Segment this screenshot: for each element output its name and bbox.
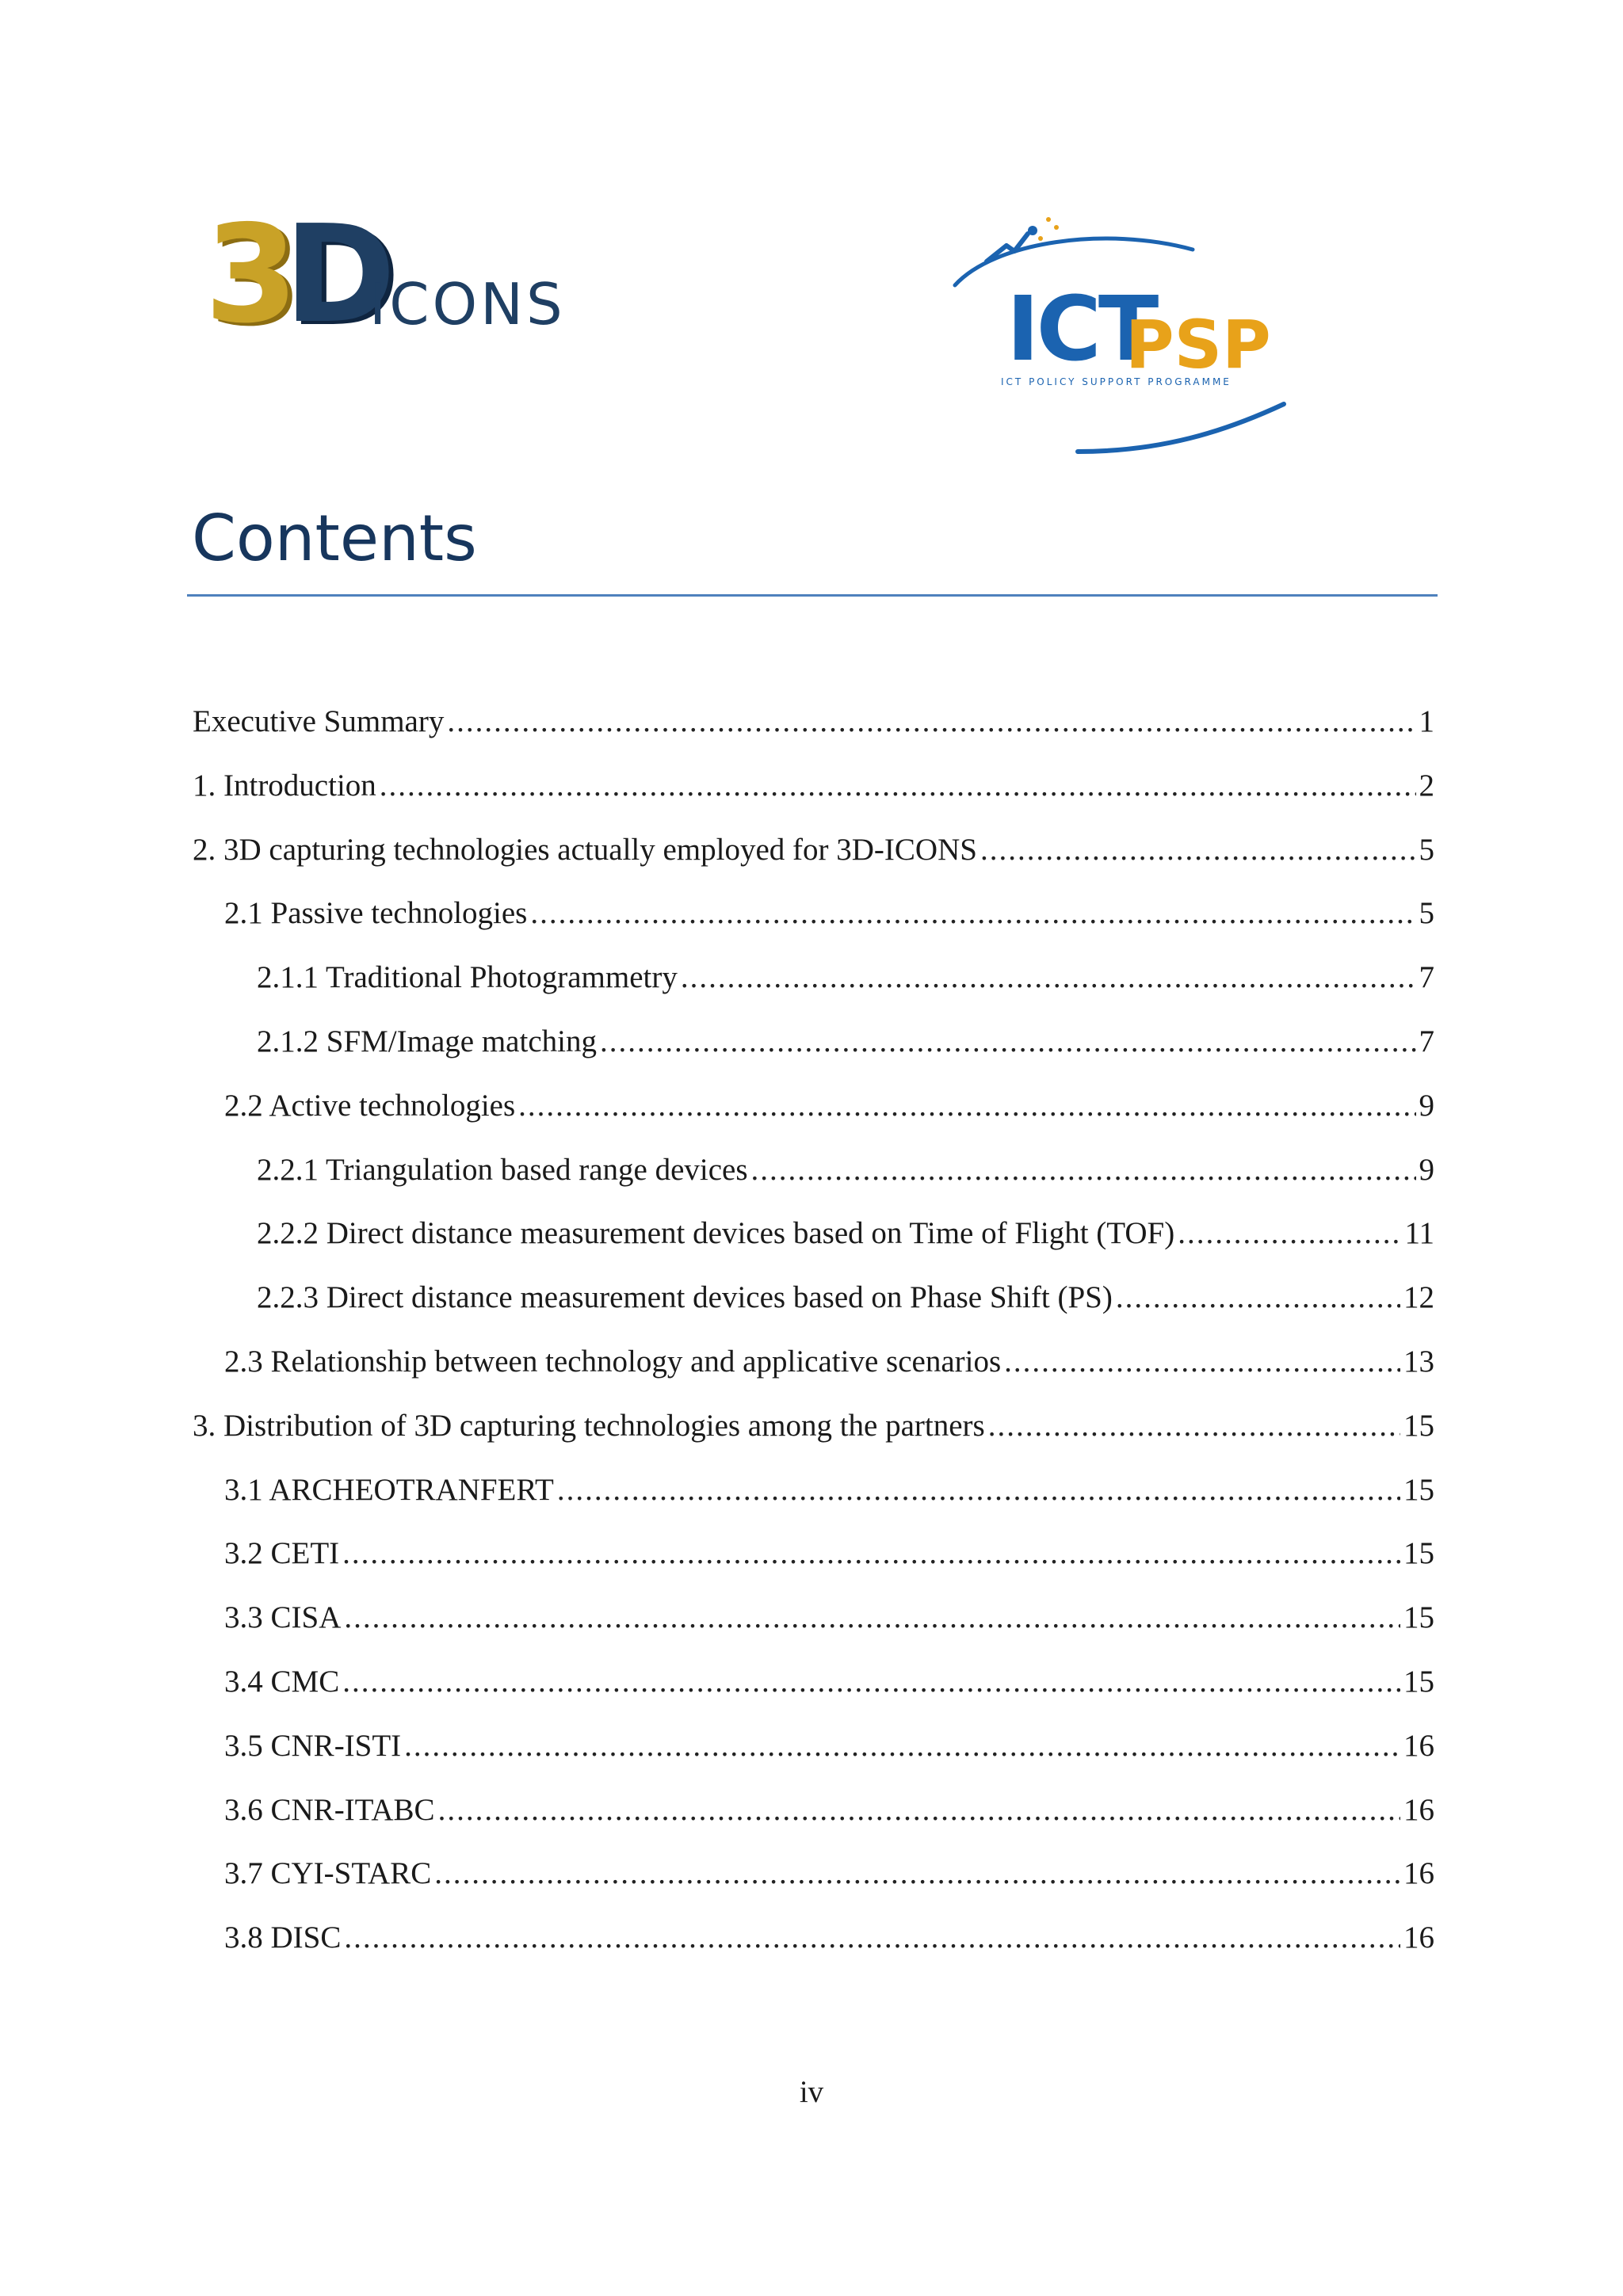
toc-dot-leader bbox=[447, 700, 1415, 743]
toc-entry-title: Executive Summary bbox=[193, 704, 445, 738]
toc-entry-page: 16 bbox=[1403, 1729, 1434, 1763]
toc-entry[interactable] bbox=[257, 1212, 1434, 1255]
toc-entry-page: 16 bbox=[1403, 1856, 1434, 1890]
toc-entry-page: 12 bbox=[1403, 1280, 1434, 1314]
heading-underline bbox=[187, 594, 1438, 597]
toc-dot-leader bbox=[681, 956, 1416, 999]
toc-entry-title: 3.5 CNR-ISTI bbox=[224, 1729, 402, 1763]
toc-entry[interactable] bbox=[193, 700, 1434, 743]
toc-entry-title: 2.2.2 Direct distance measurement devices based on Time of Flight (TOF) bbox=[257, 1216, 1175, 1250]
toc-dot-leader bbox=[980, 829, 1416, 871]
toc-entry[interactable] bbox=[224, 1917, 1434, 1959]
toc-entry[interactable] bbox=[257, 956, 1434, 999]
toc-entry-page: 16 bbox=[1403, 1920, 1434, 1955]
toc-entry[interactable] bbox=[224, 892, 1434, 935]
toc-dot-leader bbox=[600, 1020, 1416, 1063]
toc-entry-page: 5 bbox=[1419, 896, 1434, 930]
toc-entry[interactable] bbox=[224, 1341, 1434, 1383]
toc-entry-page: 9 bbox=[1419, 1153, 1434, 1187]
toc-dot-leader bbox=[530, 892, 1415, 935]
toc-dot-leader bbox=[342, 1532, 1400, 1575]
toc-entry-title: 2.1 Passive technologies bbox=[224, 896, 528, 930]
toc-entry-page: 2 bbox=[1419, 769, 1434, 803]
toc-entry-title: 2.2 Active technologies bbox=[224, 1089, 516, 1123]
toc-entry-page: 13 bbox=[1403, 1344, 1434, 1379]
toc-entry[interactable] bbox=[224, 1852, 1434, 1895]
logo-psp-text: PSP bbox=[1125, 306, 1271, 383]
toc-entry-title: 3.4 CMC bbox=[224, 1665, 340, 1699]
toc-entry-page: 16 bbox=[1403, 1793, 1434, 1827]
toc-dot-leader bbox=[434, 1852, 1400, 1895]
logo-icons-word: ICONS bbox=[369, 271, 566, 338]
page-number: iv bbox=[799, 2075, 824, 2109]
toc-entry-page: 5 bbox=[1419, 833, 1434, 867]
toc-dot-leader bbox=[344, 1917, 1400, 1959]
toc-entry[interactable] bbox=[224, 1085, 1434, 1127]
toc-entry-title: 2.2.3 Direct distance measurement devices based on Phase Shift (PS) bbox=[257, 1280, 1113, 1314]
logo-3-glyph: 3 bbox=[204, 196, 285, 353]
toc-entry-title: 3.6 CNR-ITABC bbox=[224, 1793, 435, 1827]
toc-entry-page: 7 bbox=[1419, 960, 1434, 994]
toc-dot-leader bbox=[1116, 1276, 1400, 1319]
toc-dot-leader bbox=[988, 1405, 1400, 1447]
page-title: Contents bbox=[192, 502, 477, 575]
toc-entry-title: 2.3 Relationship between technology and applicative scenarios bbox=[224, 1344, 1002, 1379]
toc-entry[interactable] bbox=[224, 1661, 1434, 1703]
toc-entry[interactable] bbox=[193, 765, 1434, 807]
toc-entry-title: 3. Distribution of 3D capturing technologies among the partners bbox=[193, 1409, 985, 1443]
toc-dot-leader bbox=[518, 1085, 1415, 1127]
toc-entry-title: 3.8 DISC bbox=[224, 1920, 342, 1955]
toc-dot-leader bbox=[1004, 1341, 1400, 1383]
toc-entry[interactable] bbox=[257, 1149, 1434, 1192]
toc-dot-leader bbox=[344, 1596, 1400, 1639]
toc-entry[interactable] bbox=[224, 1469, 1434, 1512]
toc-entry-title: 2.1.2 SFM/Image matching bbox=[257, 1024, 597, 1058]
toc-entry-page: 11 bbox=[1404, 1216, 1434, 1250]
toc-entry-title: 2.2.1 Triangulation based range devices bbox=[257, 1153, 748, 1187]
toc-entry-page: 15 bbox=[1403, 1536, 1434, 1570]
toc-entry[interactable] bbox=[224, 1725, 1434, 1768]
toc-entry-title: 2. 3D capturing technologies actually employed for 3D-ICONS bbox=[193, 833, 977, 867]
toc-entry-title: 3.3 CISA bbox=[224, 1600, 342, 1634]
3d-icons-logo bbox=[204, 196, 569, 353]
toc-entry-title: 1. Introduction bbox=[193, 769, 376, 803]
toc-entry-title: 2.1.1 Traditional Photogrammetry bbox=[257, 960, 678, 994]
toc-entry-page: 15 bbox=[1403, 1473, 1434, 1507]
toc-entry-page: 7 bbox=[1419, 1024, 1434, 1058]
toc-entry[interactable] bbox=[224, 1596, 1434, 1639]
logo-tagline: ICT POLICY SUPPORT PROGRAMME bbox=[1001, 376, 1232, 387]
toc-dot-leader bbox=[1178, 1212, 1401, 1255]
toc-entry-page: 15 bbox=[1403, 1665, 1434, 1699]
toc-entry-page: 9 bbox=[1419, 1089, 1434, 1123]
toc-entry[interactable] bbox=[224, 1532, 1434, 1575]
toc-entry-title: 3.7 CYI-STARC bbox=[224, 1856, 432, 1890]
toc-dot-leader bbox=[380, 765, 1416, 807]
toc-entry-page: 1 bbox=[1419, 704, 1434, 738]
toc-entry-title: 3.1 ARCHEOTRANFERT bbox=[224, 1473, 554, 1507]
toc-entry[interactable] bbox=[193, 829, 1434, 871]
ict-psp-logo bbox=[939, 210, 1304, 463]
toc-dot-leader bbox=[438, 1789, 1400, 1832]
toc-dot-leader bbox=[557, 1469, 1400, 1512]
toc-dot-leader bbox=[404, 1725, 1400, 1768]
toc-dot-leader bbox=[751, 1149, 1416, 1192]
toc-entry-title: 3.2 CETI bbox=[224, 1536, 340, 1570]
toc-entry[interactable] bbox=[224, 1789, 1434, 1832]
toc-entry[interactable] bbox=[257, 1276, 1434, 1319]
toc-entry[interactable] bbox=[257, 1020, 1434, 1063]
toc-entry-page: 15 bbox=[1403, 1409, 1434, 1443]
toc-dot-leader bbox=[342, 1661, 1400, 1703]
logo-d-glyph: D bbox=[284, 196, 382, 353]
toc-entry[interactable] bbox=[193, 1405, 1434, 1447]
logo-ict-text: ICT bbox=[1006, 278, 1156, 381]
toc-entry-page: 15 bbox=[1403, 1600, 1434, 1634]
